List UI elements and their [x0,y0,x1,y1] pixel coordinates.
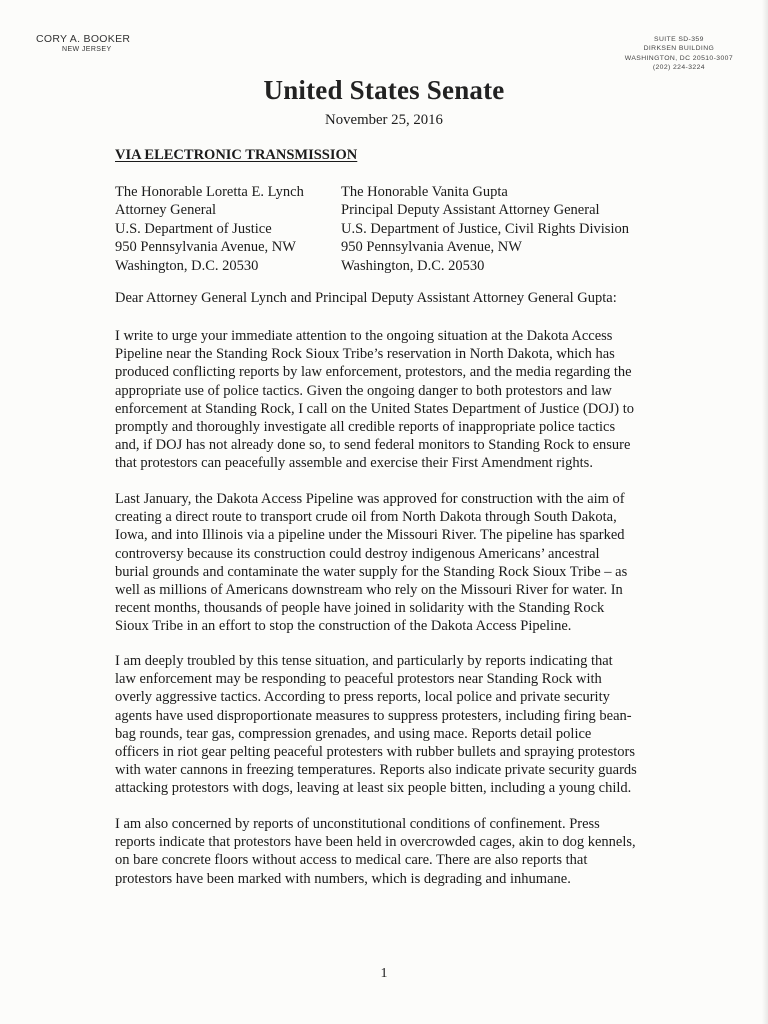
paragraph-line: recent months, thousands of people have joined in solidarity with the Standing Rock [115,600,605,617]
paragraph-line: Pipeline near the Standing Rock Sioux Tribe’s reservation in North Dakota, which has [115,346,615,363]
recipient-line: Principal Deputy Assistant Attorney General [341,202,600,219]
paragraph-line: Sioux Tribe in an effort to stop the construction of the Dakota Access Pipeline. [115,618,572,635]
office-address-line: (202) 224-3224 [652,64,705,72]
office-address-line: WASHINGTON, DC 20510-3007 [624,54,733,62]
paragraph-line: I am also concerned by reports of unconstitutional conditions of confinement. Press [115,816,600,832]
paragraph-line: officers in riot gear pelting peaceful protesters with rubber bullets and spraying protestors [115,744,635,761]
office-address [625,35,733,73]
paragraph-line: overly aggressive tactics. According to press reports, local police and private security [115,689,610,706]
sender-state: NEW JERSEY [62,46,112,53]
sender-name: CORY A. BOOKER [36,33,131,45]
letterhead-title: United States Senate [263,75,505,105]
paragraph-line: creating a direct route to transport crude oil from North Dakota through South Dakota, [115,509,617,526]
body-paragraph-3 [115,652,655,798]
page-number: 1 [380,966,388,981]
salutation: Dear Attorney General Lynch and Principal Deputy Assistant Attorney General Gupta: [115,290,617,306]
sender-block [36,33,130,55]
recipient-line: The Honorable Loretta E. Lynch [115,184,304,200]
paragraph-line: promptly and thoroughly investigate all credible reports of inappropriate police tactics [115,419,616,436]
recipient-address-lynch [115,183,304,275]
paragraph-line: bag rounds, tear gas, compression grenades, and using mace. Reports detail police [115,725,592,742]
paragraph-line: well as millions of Americans downstream who rely on the Missouri River for water. In [115,582,623,599]
recipient-line: The Honorable Vanita Gupta [341,184,508,200]
paragraph-line: controversy because its construction could destroy indigenous Americans’ ancestral [115,545,600,562]
paragraph-line: with water cannons in freezing temperatures. Reports also indicate private security guards [115,762,637,779]
body-paragraph-2 [115,490,655,636]
paragraph-line: attacking protestors with dogs, leaving at least six people bitten, including a young child. [115,780,632,797]
body-paragraph-4 [115,815,655,888]
paragraph-line: on bare concrete floors without access to medical care. There are also reports that [115,852,588,869]
paragraph-line: Last January, the Dakota Access Pipeline was approved for construction with the aim of [115,491,625,507]
paragraph-line: that protestors can peacefully assemble and exercise their First Amendment rights. [115,455,593,472]
recipient-line: 950 Pennsylvania Avenue, NW [341,239,522,256]
paragraph-line: reports indicate that protestors have been held in overcrowded cages, akin to dog kennels, [115,834,636,851]
paragraph-line: appropriate use of police tactics. Given the ongoing danger to both protestors and law [115,382,612,399]
paragraph-line: Iowa, and into Illinois via a pipeline under the Missouri River. The pipeline has sparked [115,527,625,544]
paragraph-line: I write to urge your immediate attention to the ongoing situation at the Dakota Access [115,328,613,344]
recipient-line: Attorney General [115,202,217,219]
body-paragraph-1 [115,327,655,473]
paragraph-line: burial grounds and contaminate the water supply for the Standing Rock Sioux Tribe – as [115,563,628,580]
office-address-line: DIRKSEN BUILDING [643,45,715,53]
paragraph-line: law enforcement may be responding to peaceful protestors near Standing Rock with [115,671,602,688]
paragraph-line: agents have used disproportionate measures to suppress protesters, including firing bean- [115,707,632,724]
office-address-line: SUITE SD-359 [654,36,704,43]
paragraph-line: and, if DOJ has not already done so, to send federal monitors to Standing Rock to ensure [115,437,631,454]
recipient-line: U.S. Department of Justice, Civil Rights Division [341,220,629,237]
letter-date: November 25, 2016 [325,112,443,128]
recipient-line: U.S. Department of Justice [115,220,272,237]
paragraph-line: I am deeply troubled by this tense situation, and particularly by reports indicating that [115,653,613,669]
recipient-address-gupta [341,183,629,275]
paragraph-line: enforcement at Standing Rock, I call on the United States Department of Justice (DOJ) to [115,400,635,417]
recipient-line: 950 Pennsylvania Avenue, NW [115,239,296,256]
transmission-heading: VIA ELECTRONIC TRANSMISSION [115,147,358,163]
recipient-line: Washington, D.C. 20530 [341,257,485,274]
paragraph-line: produced conflicting reports by law enforcement, protestors, and the media regarding the [115,364,632,381]
recipient-line: Washington, D.C. 20530 [115,257,259,274]
paragraph-line: protestors have been marked with numbers, which is degrading and inhumane. [115,870,571,887]
